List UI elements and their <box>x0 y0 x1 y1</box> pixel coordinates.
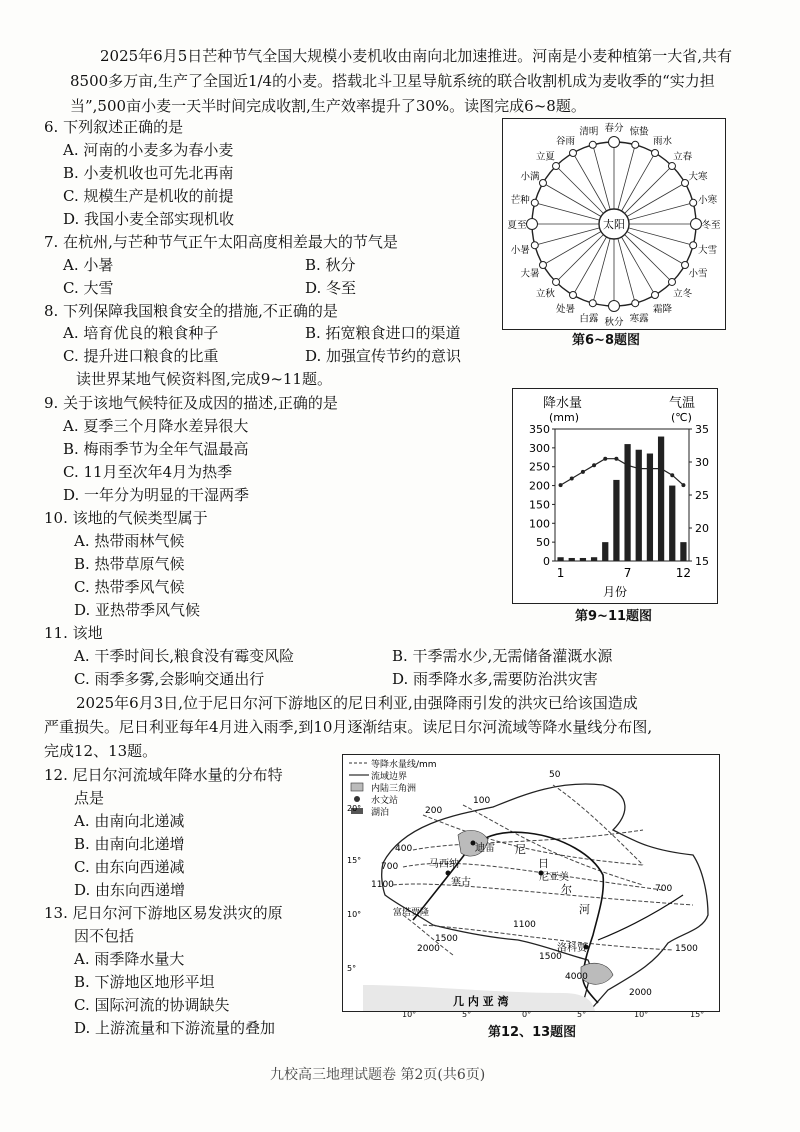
lon-0: 0° <box>522 1010 532 1019</box>
lon-10e: 10° <box>634 1010 649 1019</box>
term-label-17: 小暑 <box>510 245 530 257</box>
iso-label-1500-west: 1500 <box>435 934 458 944</box>
solar-terms-figure <box>502 118 726 330</box>
precip-bar-11 <box>669 486 675 561</box>
term-marker-13 <box>589 300 596 307</box>
term-marker-5 <box>690 199 697 206</box>
term-marker-1 <box>632 141 639 148</box>
term-label-5: 小寒 <box>698 194 718 206</box>
q7-stem: 7. 在杭州,与芒种节气正午太阳高度相差最大的节气是 <box>44 233 398 251</box>
label-niamey: 尼亚美 <box>539 872 569 883</box>
precip-tick-label-350: 350 <box>529 423 550 436</box>
q11-option-b: B. 干季需水少,无需储备灌溉水源 <box>392 647 613 665</box>
lon-5w: 5° <box>462 1010 472 1019</box>
term-marker-8 <box>682 262 689 269</box>
precip-bar-5 <box>602 542 608 561</box>
plot-frame <box>555 429 689 561</box>
q10-option-c: C. 热带季风气候 <box>74 578 185 596</box>
q13-option-a: A. 雨季降水量大 <box>74 950 185 968</box>
q12-stem-line-2: 点是 <box>74 789 105 807</box>
term-label-20: 小满 <box>520 171 540 183</box>
term-marker-17 <box>531 242 538 249</box>
iso-label-1100: 1100 <box>371 880 394 890</box>
term-marker-15 <box>553 278 560 285</box>
term-label-11: 寒露 <box>629 313 649 325</box>
precip-bar-2 <box>569 558 575 561</box>
term-marker-18 <box>527 219 538 230</box>
label-lokoja: 洛科贾 <box>557 943 587 954</box>
precip-tick-label-200: 200 <box>529 479 550 493</box>
q10-option-b: B. 热带草原气候 <box>74 555 185 573</box>
term-marker-0 <box>609 137 620 148</box>
q13-option-b: B. 下游地区地形平坦 <box>74 973 215 991</box>
isohyet-1100 <box>393 884 693 905</box>
q6-option-d: D. 我国小麦全部实现机收 <box>63 210 235 228</box>
precip-bar-4 <box>591 557 597 561</box>
q12-option-c: C. 由东向西递减 <box>74 858 185 876</box>
iso-label-400: 400 <box>395 844 413 854</box>
isohyet-50 <box>553 785 643 865</box>
term-label-22: 谷雨 <box>555 135 576 147</box>
month-tick-7: 7 <box>623 566 632 580</box>
iso-label-2000-west: 2000 <box>417 944 440 954</box>
q8-option-d: D. 加强宣传节约的意识 <box>305 347 462 365</box>
temperature-line <box>561 459 684 485</box>
q13-option-c: C. 国际河流的协调缺失 <box>74 996 230 1014</box>
term-marker-14 <box>570 292 577 299</box>
temp-point-9 <box>648 467 652 471</box>
intro-paragraph-1: 2025年6月5日芒种节气全国大规模小麦机收由南向北加速推进。河南是小麦种植第一大省,共有8500多万亩,生产了全国近1/4的小麦。搭载北斗卫星导航系统的联合收割机成为麦收季的“实力担当”,500亩小麦一天半时间完成收割,生产效率提升了30%。读图完成6~8题。 <box>70 47 733 115</box>
temp-point-10 <box>659 467 663 471</box>
q10-option-d: D. 亚热带季风气候 <box>74 601 201 619</box>
temp-axis-title: 气温 <box>669 396 696 411</box>
temp-point-2 <box>570 477 574 481</box>
term-marker-23 <box>589 141 596 148</box>
climate-chart <box>513 389 717 603</box>
precip-tick-label-300: 300 <box>529 441 550 455</box>
iso-label-1100-mid: 1100 <box>513 920 536 930</box>
q7-option-d: D. 冬至 <box>305 279 357 297</box>
term-marker-11 <box>632 300 639 307</box>
month-tick-12: 12 <box>675 566 692 580</box>
temp-point-8 <box>637 467 641 471</box>
month-tick-1: 1 <box>556 566 565 580</box>
legend-station-swatch <box>354 796 360 802</box>
term-marker-12 <box>609 301 620 312</box>
lat-20: 20° <box>347 804 362 813</box>
precip-tick-label-0: 0 <box>543 555 550 568</box>
q13-option-d: D. 上游流量和下游流量的叠加 <box>74 1019 276 1037</box>
term-label-6: 冬至 <box>701 220 721 231</box>
temp-point-1 <box>559 483 563 487</box>
precip-tick-label-250: 250 <box>529 460 550 474</box>
temp-axis-unit: (℃) <box>671 411 692 424</box>
precip-axis-unit: (mm) <box>549 411 580 424</box>
term-label-10: 霜降 <box>652 304 673 316</box>
q6-option-c: C. 规模生产是机收的前提 <box>63 187 234 205</box>
q12-option-d: D. 由东向西递增 <box>74 881 186 899</box>
label-ni: 尼 <box>515 843 526 856</box>
temp-tick-label-20: 20 <box>695 522 709 535</box>
term-marker-9 <box>668 278 675 285</box>
q8-option-c: C. 提升进口粮食的比重 <box>63 347 219 365</box>
label-er: 尔 <box>561 883 572 896</box>
q13-stem-line-2: 因不包括 <box>74 927 135 945</box>
term-label-16: 大暑 <box>520 268 540 280</box>
precip-tick-label-150: 150 <box>529 498 550 512</box>
temp-point-11 <box>670 473 674 477</box>
label-segou: 塞古 <box>451 877 471 888</box>
iso-label-1500-south: 1500 <box>539 952 562 962</box>
temp-tick-label-25: 25 <box>695 489 709 502</box>
term-label-15: 立秋 <box>535 288 555 300</box>
fig1-caption: 第6~8题图 <box>572 333 640 348</box>
term-label-12: 秋分 <box>604 317 624 328</box>
q9-option-a: A. 夏季三个月降水差异很大 <box>63 417 249 435</box>
precip-bar-7 <box>624 444 630 561</box>
intro-paragraph-2: 读世界某地气候资料图,完成9~11题。 <box>76 370 332 388</box>
isohyet-200 <box>423 815 643 865</box>
q9-stem: 9. 关于该地气候特征及成因的描述,正确的是 <box>44 394 338 412</box>
term-marker-19 <box>531 199 538 206</box>
q13-stem-line-1: 13. 尼日尔河下游地区易发洪灾的原 <box>44 904 283 922</box>
precip-bar-1 <box>557 557 563 561</box>
niger-map-svg <box>343 755 719 1011</box>
q8-option-a: A. 培育优良的粮食种子 <box>63 324 219 342</box>
temp-tick-label-15: 15 <box>695 555 709 568</box>
term-label-13: 白露 <box>579 313 599 325</box>
q9-option-c: C. 11月至次年4月为热季 <box>63 463 233 481</box>
precip-bar-6 <box>613 480 619 561</box>
term-label-2: 雨水 <box>652 135 673 147</box>
precip-bar-12 <box>680 542 686 561</box>
lon-15e: 15° <box>690 1010 705 1019</box>
lat-5: 5° <box>347 964 357 973</box>
q10-option-a: A. 热带雨林气候 <box>74 532 185 550</box>
iso-label-700: 700 <box>381 862 399 872</box>
term-label-8: 小雪 <box>688 268 708 280</box>
lon-5e: 5° <box>577 1010 587 1019</box>
q11-option-d: D. 雨季降水多,需要防治洪灾害 <box>392 670 598 688</box>
station-segou <box>446 871 451 876</box>
legend-delta: 内陆三角洲 <box>371 784 417 794</box>
precip-tick-label-50: 50 <box>536 536 550 550</box>
legend-boundary: 流域边界 <box>371 772 408 782</box>
intro-paragraph-3-line-3: 完成12、13题。 <box>44 742 158 760</box>
sun-label: 太阳 <box>603 218 625 231</box>
q12-option-a: A. 由南向北递减 <box>74 812 185 830</box>
q12-stem-line-1: 12. 尼日尔河流域年降水量的分布特 <box>44 766 283 784</box>
q11-option-a: A. 干季时间长,粮食没有霉变风险 <box>74 647 295 665</box>
temp-point-3 <box>581 470 585 474</box>
label-dire: 迪雷 <box>475 843 495 854</box>
iso-label-2000-south: 2000 <box>629 988 652 998</box>
precip-bar-10 <box>658 437 664 561</box>
temp-point-5 <box>603 457 607 461</box>
term-marker-4 <box>682 180 689 187</box>
q8-option-b: B. 拓宽粮食进口的渠道 <box>305 324 461 342</box>
term-marker-21 <box>553 163 560 170</box>
temp-tick-label-30: 30 <box>695 456 709 469</box>
q11-stem: 11. 该地 <box>44 624 103 642</box>
term-label-9: 立冬 <box>673 288 693 300</box>
fig2-caption: 第9~11题图 <box>575 609 653 624</box>
precip-bar-8 <box>636 450 642 561</box>
term-marker-3 <box>668 163 675 170</box>
legend-lake: 湖泊 <box>371 808 390 818</box>
intro-paragraph-3-line-2: 严重损失。尼日利亚每年4月进入雨季,到10月逐渐结束。读尼日尔河流域等降水量线分布图, <box>44 718 653 736</box>
basin-boundary <box>382 784 708 1007</box>
term-marker-7 <box>690 242 697 249</box>
lat-10: 10° <box>347 910 362 919</box>
term-marker-2 <box>652 149 659 156</box>
q11-option-c: C. 雨季多雾,会影响交通出行 <box>74 670 265 688</box>
term-label-7: 大雪 <box>698 245 718 257</box>
label-gulf-of-guinea: 几 内 亚 湾 <box>453 995 509 1008</box>
iso-label-700-east: 700 <box>655 884 673 894</box>
q6-option-a: A. 河南的小麦多为春小麦 <box>63 141 234 159</box>
iso-label-100: 100 <box>473 796 491 806</box>
term-label-1: 惊蛰 <box>629 126 649 138</box>
q7-option-a: A. 小暑 <box>63 256 114 274</box>
term-label-18: 夏至 <box>507 220 527 231</box>
temp-point-12 <box>681 483 685 487</box>
fig3-caption: 第12、13题图 <box>488 1025 577 1040</box>
term-marker-22 <box>570 149 577 156</box>
q9-option-b: B. 梅雨季节为全年气温最高 <box>63 440 249 458</box>
term-label-0: 春分 <box>604 123 624 134</box>
iso-label-200: 200 <box>425 806 443 816</box>
q7-option-b: B. 秋分 <box>305 256 356 274</box>
niger-basin-map <box>342 754 720 1012</box>
temp-point-7 <box>626 463 630 467</box>
precip-bar-3 <box>580 558 586 561</box>
term-label-14: 处暑 <box>555 304 576 316</box>
intro-paragraph-3-line-1: 2025年6月3日,位于尼日尔河下游地区的尼日利亚,由强降雨引发的洪灾已给该国造成 <box>76 694 638 712</box>
page-footer: 九校高三地理试题卷 第2页(共6页) <box>270 1067 486 1083</box>
term-label-21: 立夏 <box>535 151 555 163</box>
solar-terms-dial <box>503 119 725 329</box>
term-marker-6 <box>691 219 702 230</box>
term-marker-10 <box>652 292 659 299</box>
q8-stem: 8. 下列保障我国粮食安全的措施,不正确的是 <box>44 302 338 320</box>
precip-axis-title: 降水量 <box>543 396 583 411</box>
lat-15: 15° <box>347 856 362 865</box>
lon-10w: 10° <box>402 1010 417 1019</box>
q9-option-d: D. 一年分为明显的干湿两季 <box>63 486 250 504</box>
q10-stem: 10. 该地的气候类型属于 <box>44 509 208 527</box>
iso-label-4000: 4000 <box>565 972 588 982</box>
iso-label-50: 50 <box>549 770 561 780</box>
precip-tick-label-100: 100 <box>529 517 550 531</box>
label-macina: 马西纳 <box>429 859 459 870</box>
q7-option-c: C. 大雪 <box>63 279 114 297</box>
q6-stem: 6. 下列叙述正确的是 <box>44 118 184 136</box>
term-label-3: 立春 <box>673 151 693 163</box>
iso-label-1500-east: 1500 <box>675 944 698 954</box>
month-axis-title: 月份 <box>603 585 628 599</box>
label-he: 河 <box>579 903 590 916</box>
legend-isohyet: 等降水量线/mm <box>371 760 437 770</box>
term-marker-20 <box>539 180 546 187</box>
label-ri: 日 <box>538 857 549 870</box>
temp-point-6 <box>614 457 618 461</box>
term-marker-16 <box>539 262 546 269</box>
term-label-19: 芒种 <box>510 194 530 206</box>
label-fouta-djallon: 富塔贾隆 <box>393 908 430 918</box>
legend-delta-swatch <box>351 783 363 791</box>
q6-option-b: B. 小麦机收也可先北再南 <box>63 164 234 182</box>
term-label-4: 大寒 <box>688 171 708 183</box>
temp-point-4 <box>592 463 596 467</box>
climate-chart-figure <box>512 388 718 604</box>
q12-option-b: B. 由南向北递增 <box>74 835 185 853</box>
term-label-23: 清明 <box>579 126 599 138</box>
temp-tick-label-35: 35 <box>695 423 709 436</box>
legend-station: 水文站 <box>371 796 399 806</box>
isohyet-1500 <box>423 925 673 950</box>
benue-river <box>598 895 683 940</box>
